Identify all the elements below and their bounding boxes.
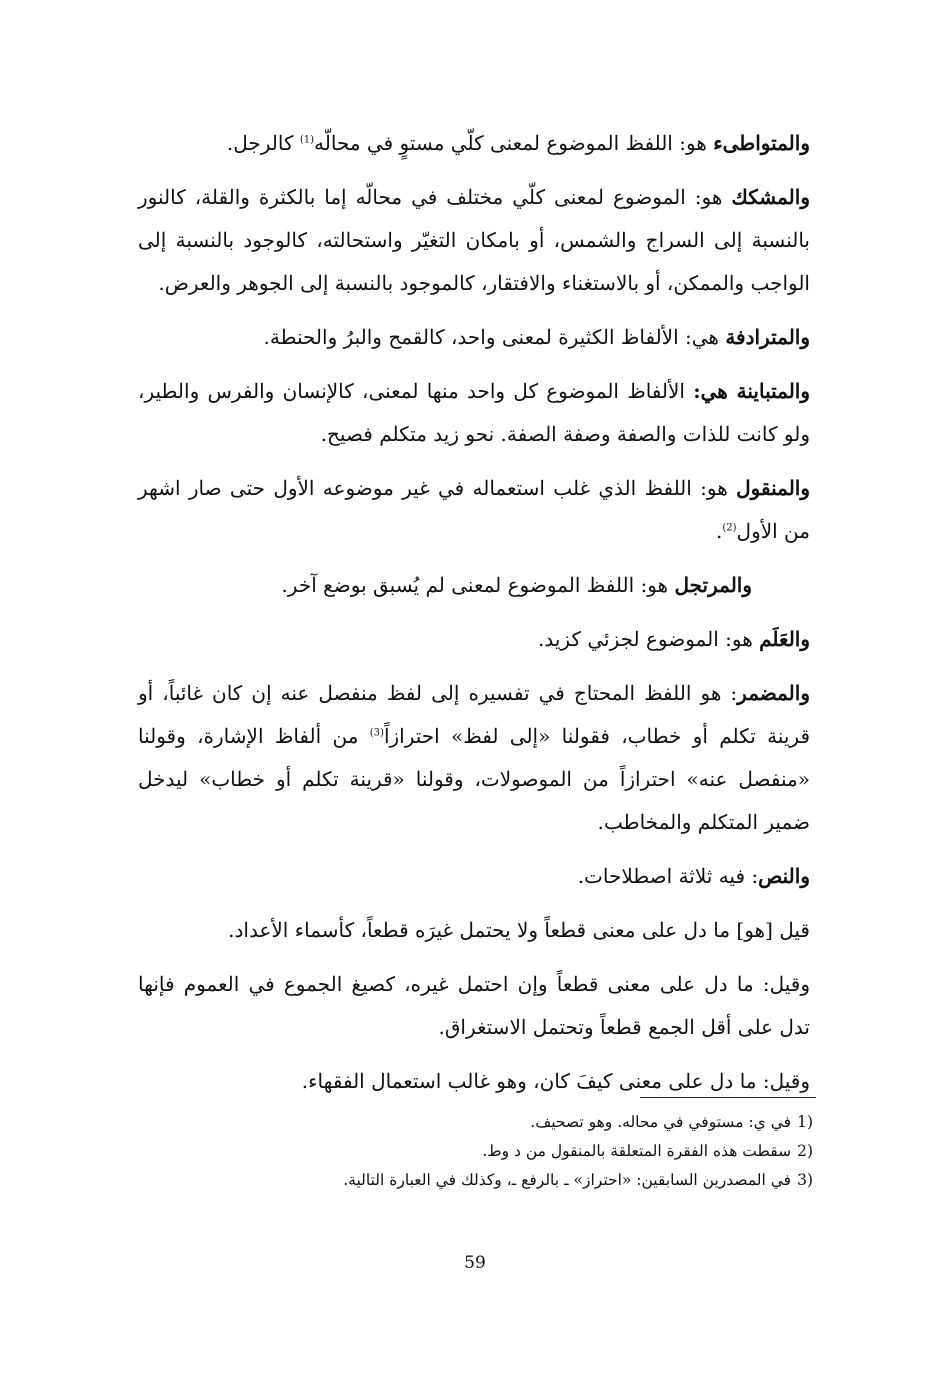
separator: : bbox=[745, 864, 759, 888]
footnote-number: 1) bbox=[797, 1113, 813, 1131]
footnote-text: في المصدرين السابقين: «احتراز» ـ بالرفع ـ، وكذلك في العبارة التالية. bbox=[343, 1171, 792, 1189]
definition-text: اللفظ الموضوع لمعنى لم يُسبق بوضع آخر. bbox=[281, 573, 635, 597]
separator bbox=[685, 379, 693, 403]
separator: هو: bbox=[718, 627, 760, 651]
term: والنص bbox=[758, 864, 810, 888]
separator: هو: bbox=[691, 476, 737, 500]
definition-murtajal bbox=[138, 564, 810, 607]
term: والمتواطىء bbox=[713, 131, 810, 155]
definition-text: الموضوع لجزئي كزيد. bbox=[538, 627, 719, 651]
footnote-1 bbox=[138, 1108, 813, 1137]
definition-text: اللفظ الموضوع لمعنى كلّي مستوٍ في محالّه bbox=[314, 131, 673, 155]
definition-text: فيه ثلاثة اصطلاحات. bbox=[577, 864, 746, 888]
term: والمشكك bbox=[731, 185, 810, 209]
term: والمتباينة هي: bbox=[693, 379, 811, 403]
definition-mushakkik bbox=[138, 176, 810, 305]
term: والعَلَم bbox=[759, 627, 810, 651]
definition-text: الألفاظ الكثيرة لمعنى واحد، كالقمح والبرُ والحنطة. bbox=[263, 325, 679, 349]
definition-text: هو اللفظ المحتاج في تفسيره إلى لفظ منفصل عنه إن كان غائباً، أو قرينة تكلم أو خطاب، فقولنا «إلى لفظ» احترازاً bbox=[138, 681, 811, 748]
term: والمنقول bbox=[736, 476, 810, 500]
definition-text: الألفاظ الموضوع كل واحد منها لمعنى، كالإنسان والفرس والطير، ولو كانت للذات والصفة وصفة الصفة. نحو زيد متكلم فصيح. bbox=[138, 379, 810, 446]
definition-text-cont: . bbox=[716, 519, 723, 543]
footnote-ref[interactable]: (1) bbox=[299, 134, 315, 146]
main-text bbox=[138, 122, 810, 1114]
footnote-number: 2) bbox=[797, 1142, 813, 1160]
footnote-number: 3) bbox=[797, 1171, 813, 1189]
footnote-text: سقطت هذه الفقرة المتعلقة بالمنقول من د وط. bbox=[482, 1142, 792, 1160]
definition-manqul bbox=[138, 467, 810, 553]
definition-text-cont: كالرجل. bbox=[226, 131, 300, 155]
definition-text: وقيل: ما دل على معنى قطعاً وإن احتمل غيره، كصيغ الجموع في العموم فإنها تدل على أقل الجمع قطعاً وتحتمل الاستغراق. bbox=[138, 972, 810, 1039]
footnotes bbox=[138, 1108, 813, 1195]
nass-first-term bbox=[138, 909, 810, 952]
definition-text: قيل [هو] ما دل على معنى قطعاً ولا يحتمل غيرَه قطعاً، كأسماء الأعداد. bbox=[228, 918, 810, 942]
separator: : bbox=[721, 681, 738, 705]
footnote-ref[interactable]: (3) bbox=[369, 727, 384, 739]
footnote-divider bbox=[640, 1097, 816, 1098]
footnote-text: في ي: مستوفي في محاله. وهو تصحيف. bbox=[530, 1113, 792, 1131]
definition-text: اللفظ الذي غلب استعماله في غير موضوعه الأول حتى صار اشهر من الأول bbox=[138, 476, 810, 543]
term: والمترادفة bbox=[725, 325, 810, 349]
definition-text-cont: من ألفاظ الإشارة، وقولنا «منفصل عنه» احترازاً من الموصولات، وقولنا «قرينة تكلم أو خطاب» ليدخل ضمير المتكلم والمخاطب. bbox=[138, 724, 811, 834]
footnote-3 bbox=[138, 1166, 813, 1195]
term: والمرتجل bbox=[674, 573, 752, 597]
definition-mutabayina bbox=[138, 370, 810, 456]
footnote-2 bbox=[138, 1137, 813, 1166]
definition-alam bbox=[138, 618, 810, 661]
separator: هو: bbox=[685, 185, 732, 209]
nass-second-term bbox=[138, 963, 810, 1049]
definition-mudmar bbox=[138, 672, 810, 844]
definition-text: الموضوع لمعنى كلّي مختلف في محالّه إما بالكثرة والقلة، كالنور بالنسبة إلى السراج والشمس، أو بامكان التغيّر واستحالته، كالوجود بالنسبة إلى الواجب والممكن، أو بالاستغناء والافتقار، كالموجود بالنسبة إلى الجوهر والعرض. bbox=[138, 185, 810, 295]
separator: هي: bbox=[678, 325, 726, 349]
separator: هو: bbox=[672, 131, 714, 155]
definition-nass bbox=[138, 855, 810, 898]
term: والمضمر bbox=[737, 681, 810, 705]
definition-mutaradifa bbox=[138, 316, 810, 359]
footnote-ref[interactable]: (2) bbox=[722, 522, 737, 534]
page-number: 59 bbox=[464, 1253, 486, 1273]
separator: هو: bbox=[634, 573, 675, 597]
definition-text: وقيل: ما دل على معنى كيفَ كان، وهو غالب استعمال الفقهاء. bbox=[301, 1069, 810, 1093]
definition-mutawati bbox=[138, 122, 810, 165]
